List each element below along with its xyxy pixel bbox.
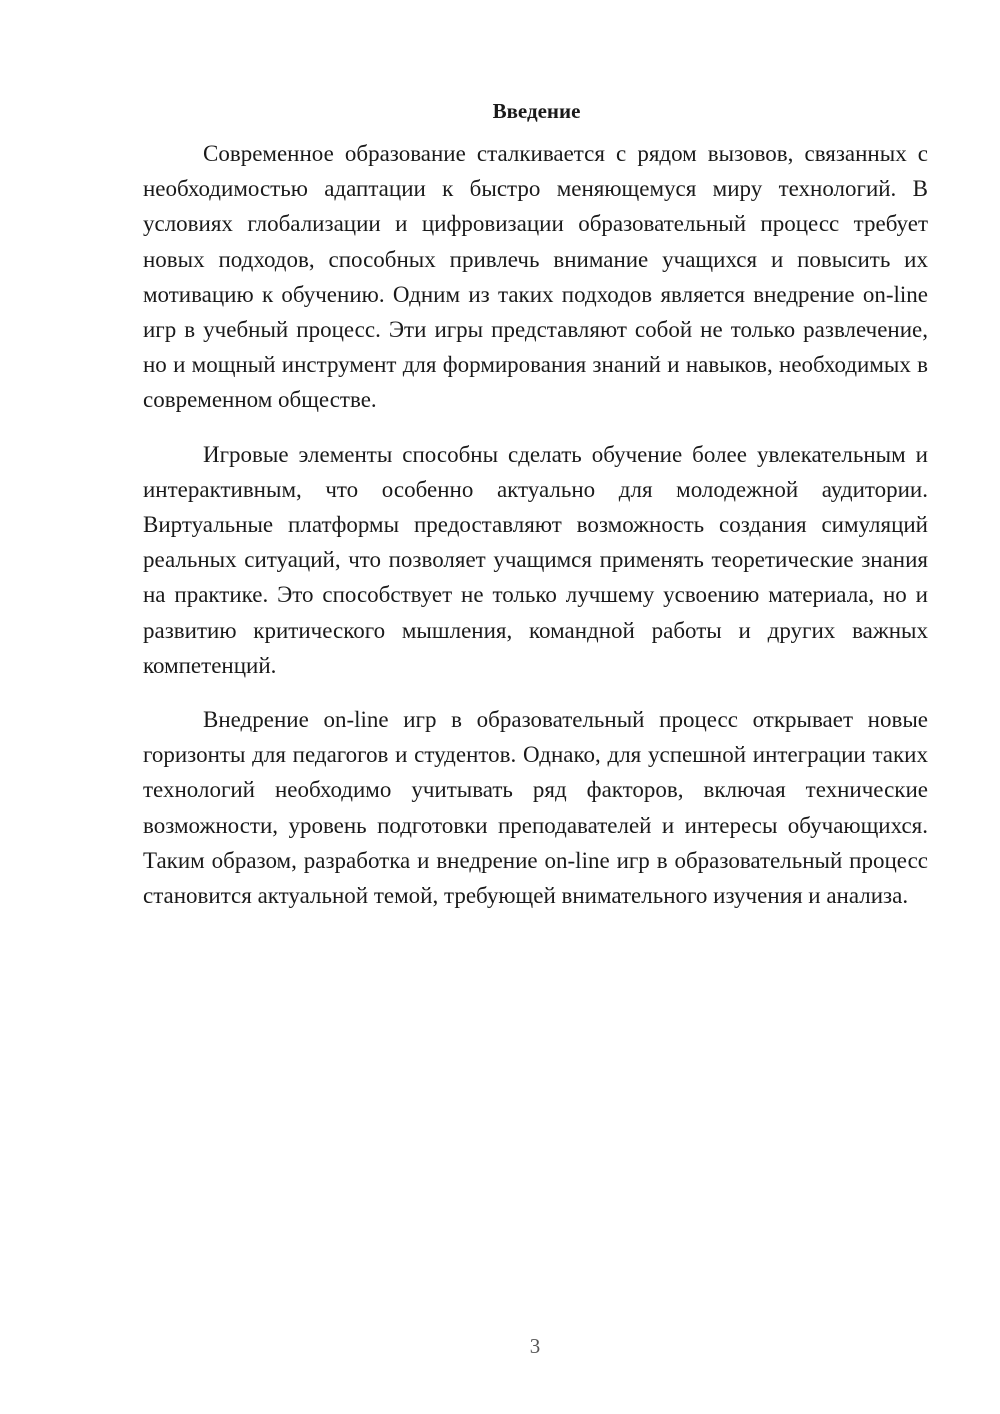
paragraph-1: Современное образование сталкивается с рядом вызовов, связанных с необходимостью адаптации к быстро меняющемуся миру технологий. В условиях глобализации и цифровизации образовательный процесс требует новых подходов, способных привлечь внимание учащихся и повысить их мотивацию к обучению. Одним из таких подходов является внедрение on-line игр в учебный процесс. Эти игры представляют собой не только развлечение, но и мощный инструмент для формирования знаний и навыков, необходимых в современном обществе. (143, 141, 928, 413)
paragraph-2: Игровые элементы способны сделать обучение более увлекательным и интерактивным, что особенно актуально для молодежной аудитории. Виртуальные платформы предоставляют возможность создания симуляций реальных ситуаций, что позволяет учащимся применять теоретические знания на практике. Это способствует не только лучшему усвоению материала, но и развитию критического мышления, командной работы и других важных компетенций. (143, 441, 928, 678)
page-number: 3 (529, 1334, 541, 1358)
section-title: Введение (492, 99, 581, 123)
paragraph-3: Внедрение on-line игр в образовательный процесс открывает новые горизонты для педагогов и студентов. Однако, для успешной интеграции таких технологий необходимо учитывать ряд факторов, включая технические возможности, уровень подготовки преподавателей и интересы обучающихся. Таким образом, разработка и внедрение on-line игр в образовательный процесс становится актуальной темой, требующей внимательного изучения и анализа. (143, 707, 928, 909)
page-content (143, 96, 928, 913)
